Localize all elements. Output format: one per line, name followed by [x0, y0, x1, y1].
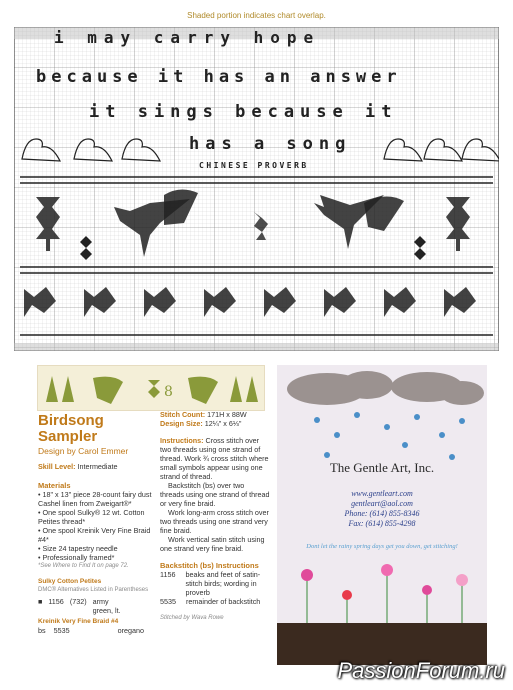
designer-credit: Design by Carol Emmer — [38, 446, 129, 456]
gentle-art-advertisement — [277, 365, 487, 665]
cross-stitch-chart — [14, 27, 499, 351]
raindrop-icons — [314, 412, 465, 460]
chart-text-line-4: has a song — [189, 134, 352, 154]
sulky-row: ■ 1156 (732) army green, lt. — [38, 597, 121, 615]
pattern-title: Birdsong Sampler — [38, 412, 104, 445]
ad-tagline: Dont let the rainy spring days get you down, get stitching! — [306, 543, 458, 550]
left-column: Skill Level: Intermediate Materials • 18" x 13" piece 28-count fairy dust Cashel linen from Zweigart®* • One spool Sulky® 12 wt. Cotton Petites thread* • One spool Kreinik Very Fine Braid #4* • Size 24 tapestry needle • Professionally framed* *See Where to Find It on page 72. Sulky Cotton Petites DMC® Alternatives Listed in Parentheses ■ 1156 (732) army green, lt. Kreinik Very Fine Braid #4 bs 5535 oregano — [38, 462, 153, 635]
stitched-sample-photo — [37, 365, 265, 411]
chart-text-line-3: it sings because it — [89, 102, 398, 122]
ad-contact: www.gentleart.com gentleart@aol.com Phone: (614) 855-8346 Fax: (614) 855-4298 — [344, 489, 420, 528]
chart-proverb: CHINESE PROVERB — [199, 161, 309, 170]
svg-text:8: 8 — [164, 384, 173, 400]
chart-text-line-1: i may carry hope — [54, 28, 321, 47]
kreinik-row: bs 5535 oregano — [38, 626, 144, 635]
cloud-icon — [287, 371, 484, 405]
chart-caption: Shaded portion indicates chart overlap. — [187, 11, 326, 20]
right-column: Stitch Count: 171H x 88W Design Size: 12¼" x 6⅓" Instructions: Cross stitch over two threads using one strand of thread. Work ¾ cross stitch where small symbols appear using one strand of thread. Backstitch (bs) over two threads using one strand of thread or very fine braid. Work long-arm cross stitch over two threads using one strand very fine braid. Work vertical satin stitch using one strand very fine braid. Backstitch (bs) Instructions 1156 beaks and feet of satin-stitch birds; wording in proverb 5535 remainder of backstitch Stitched by Wava Rowe — [160, 410, 270, 621]
flower-icons — [301, 564, 468, 623]
ad-brand: The Gentle Art, Inc. — [329, 460, 435, 475]
materials-list: • 18" x 13" piece 28-count fairy dust Cashel linen from Zweigart®* • One spool Sulky® 12 wt. Cotton Petites thread* • One spool Kreinik Very Fine Braid #4* • Size 24 tapestry needle • Professionally framed* — [38, 490, 153, 562]
watermark: PassionForum.ru — [337, 658, 505, 683]
chart-text-line-2: because it has an answer — [36, 67, 402, 87]
